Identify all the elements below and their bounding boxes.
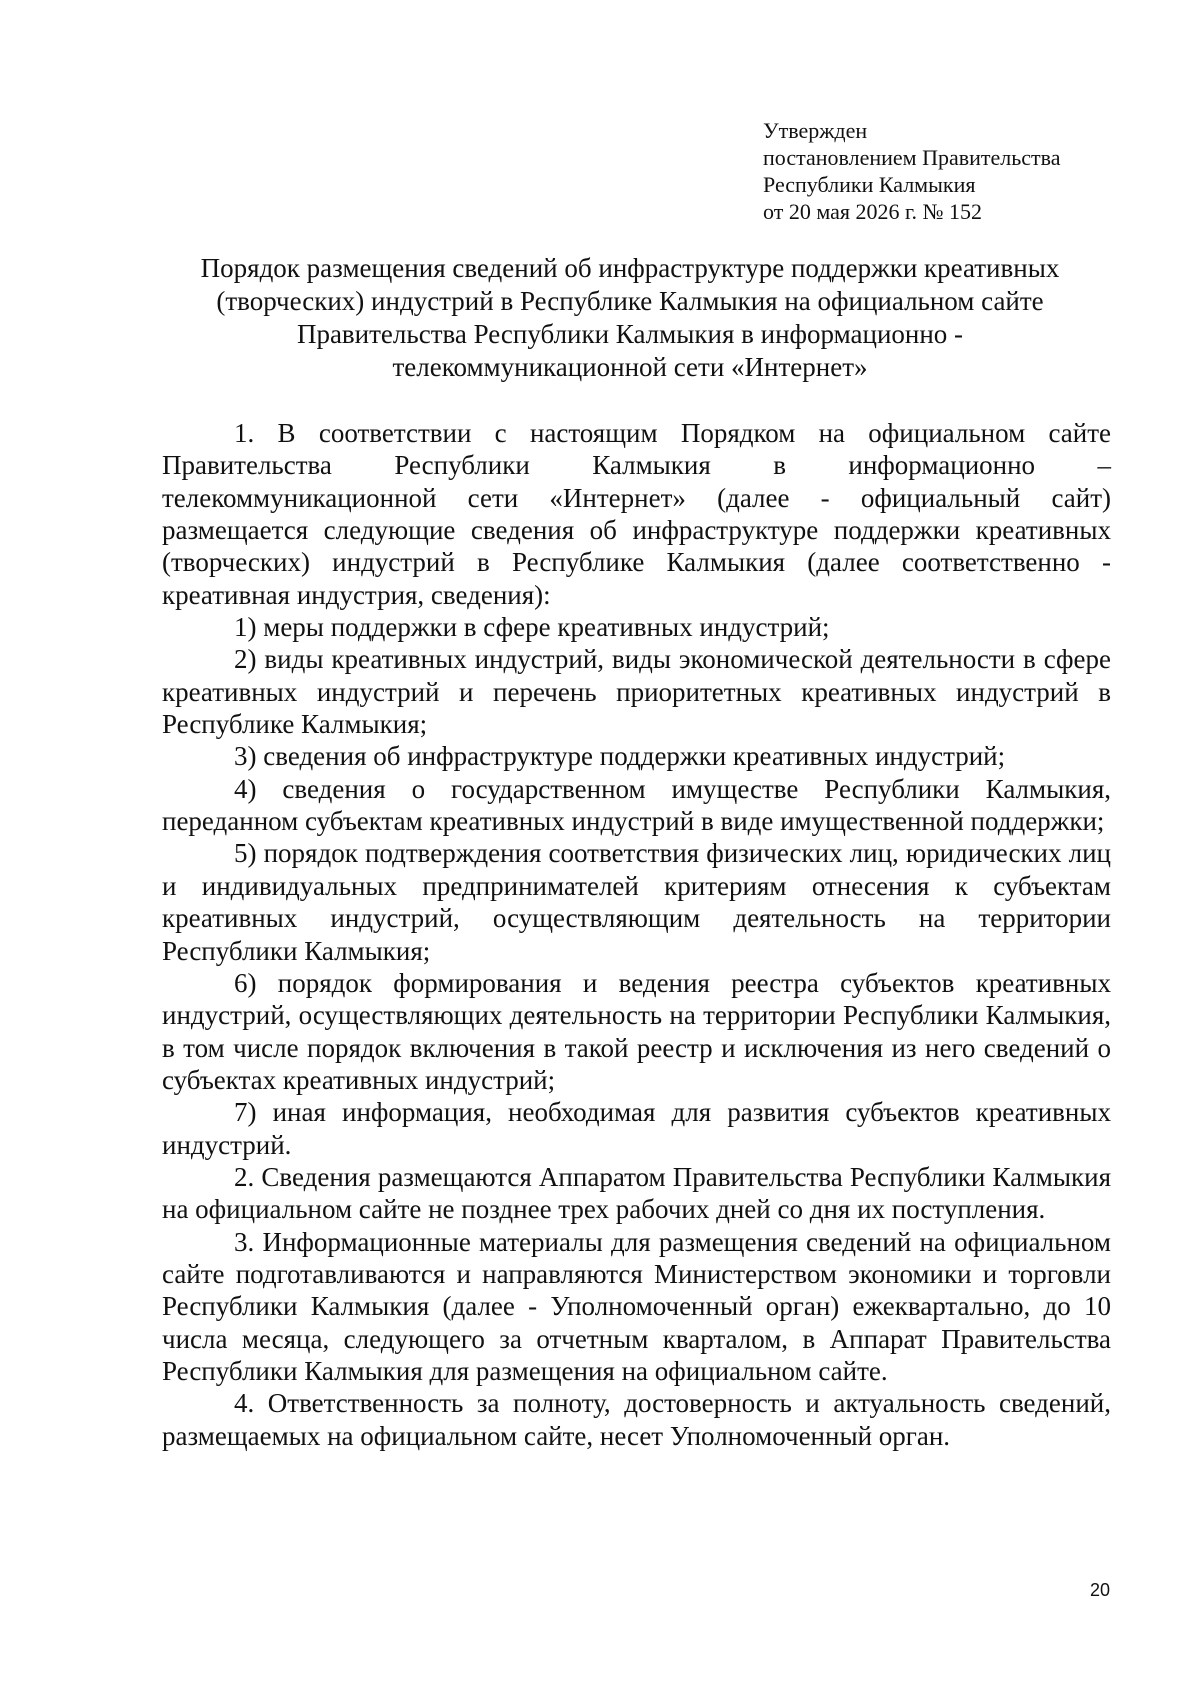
document-title	[150, 252, 1110, 384]
paragraph-clause-2: 2. Сведения размещаются Аппаратом Правительства Республики Калмыкия на официальном сайте не позднее трех рабочих дней со дня их поступления.	[162, 1161, 1111, 1225]
approval-line: Утвержден	[763, 118, 868, 143]
list-item-7: 7) иная информация, необходимая для развития субъектов креативных индустрий.	[162, 1097, 1111, 1160]
title-line: телекоммуникационной сети «Интернет»	[392, 352, 868, 382]
paragraph-clause-1: 1. В соответствии с настоящим Порядком на официальном сайте Правительства Республики Калмыкия в информационно – телекоммуникационной сети «Интернет» (далее - официальный сайт) размещается следующие сведения об инфраструктуре поддержки креативных (творческих) индустрий в Республике Калмыкия (далее соответственно - креативная индустрия, сведения):	[162, 418, 1111, 610]
title-line: Правительства Республики Калмыкия в информационно -	[296, 319, 964, 349]
document-body	[162, 417, 1111, 1452]
approval-stamp	[763, 117, 1163, 225]
approval-line: Республики Калмыкия	[763, 172, 976, 197]
paragraph-clause-3: 3. Информационные материалы для размещения сведений на официальном сайте подготавливаются и направляются Министерством экономики и торговли Республики Калмыкия (далее - Уполномоченный орган) ежеквартально, до 10 числа месяца, следующего за отчетным кварталом, в Аппарат Правительства Республики Калмыкия для размещения на официальном сайте.	[162, 1226, 1111, 1386]
approval-line: постановлением Правительства	[763, 145, 1061, 170]
list-item-2: 2) виды креативных индустрий, виды экономической деятельности в сфере креативных индустрий и перечень приоритетных креативных индустрий в Республике Калмыкия;	[162, 644, 1111, 740]
page-number: 20	[1090, 1580, 1111, 1600]
list-item-3: 3) сведения об инфраструктуре поддержки креативных индустрий;	[234, 741, 1006, 772]
title-line: Порядок размещения сведений об инфраструктуре поддержки креативных	[200, 253, 1060, 283]
approval-line: от 20 мая 2026 г. № 152	[763, 199, 983, 224]
title-line: (творческих) индустрий в Республике Калмыкия на официальном сайте	[216, 286, 1044, 316]
list-item-6: 6) порядок формирования и ведения реестра субъектов креативных индустрий, осуществляющих деятельность на территории Республики Калмыкия, в том числе порядок включения в такой реестр и исключения из него сведений о субъектах креативных индустрий;	[162, 967, 1111, 1095]
list-item-5: 5) порядок подтверждения соответствия физических лиц, юридических лиц и индивидуальных предпринимателей критериям отнесения к субъектам креативных индустрий, осуществляющим деятельность на территории Республики Калмыкия;	[162, 838, 1111, 966]
paragraph-clause-4: 4. Ответственность за полноту, достоверность и актуальность сведений, размещаемых на официальном сайте, несет Уполномоченный орган.	[162, 1388, 1111, 1451]
list-item-1: 1) меры поддержки в сфере креативных индустрий;	[234, 612, 830, 643]
list-item-4: 4) сведения о государственном имуществе Республики Калмыкия, переданном субъектам креативных индустрий в виде имущественной поддержки;	[162, 773, 1111, 837]
